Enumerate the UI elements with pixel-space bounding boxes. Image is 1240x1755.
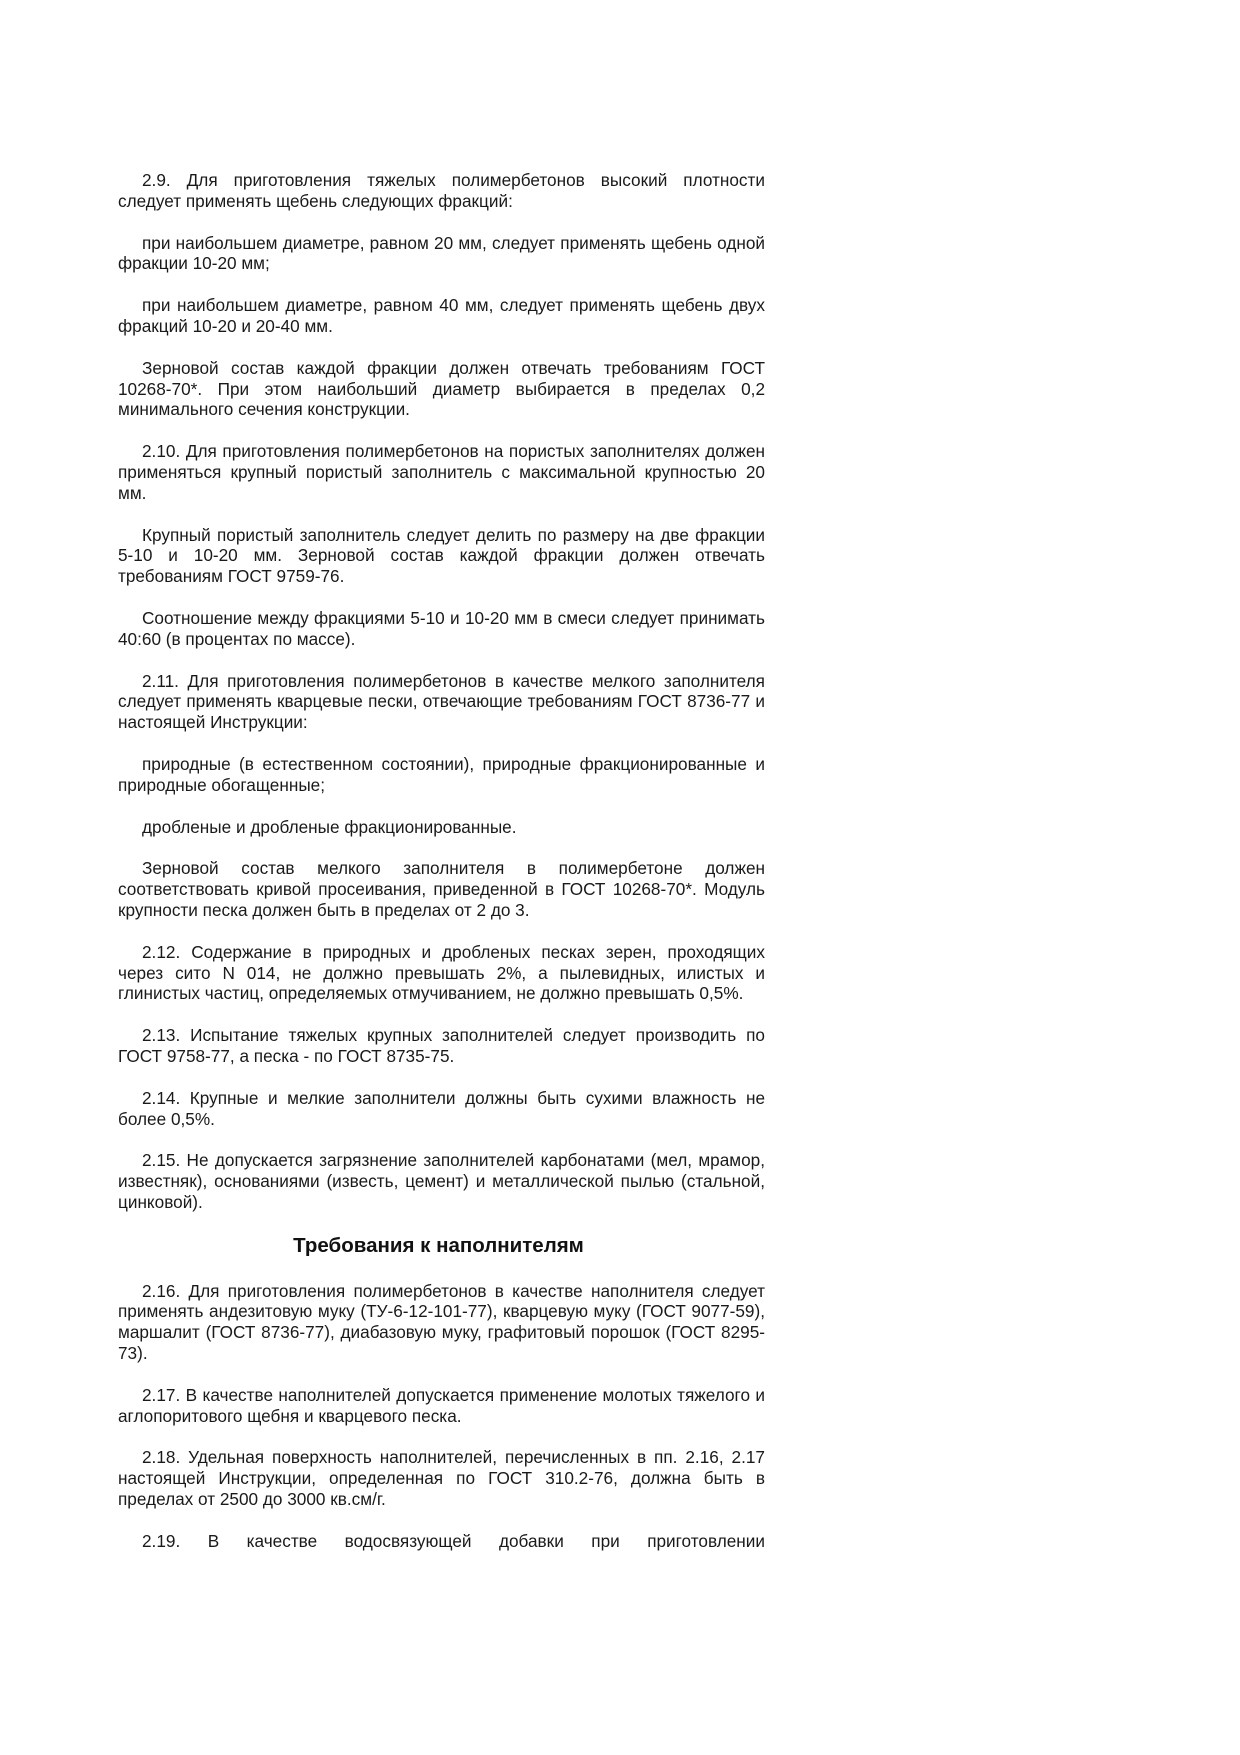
paragraph-2-13: 2.13. Испытание тяжелых крупных заполнителей следует производить по ГОСТ 9758-77, а песка - по ГОСТ 8735-75.: [118, 1025, 765, 1066]
paragraph-crushed-sands: дробленые и дробленые фракционированные.: [142, 816, 517, 837]
paragraph-2-16: 2.16. Для приготовления полимербетонов в качестве наполнителя следует применять андезитовую муку (ТУ-6-12-101-77), кварцевую муку (ГОСТ 9077-59), маршалит (ГОСТ 8736-77), диабазовую муку, графитовый порошок (ГОСТ 8295-73).: [118, 1280, 765, 1364]
paragraph-2-19: 2.19. В качестве водосвязующей добавки при приготовлении: [142, 1530, 765, 1551]
paragraph-fine-aggregate-composition: Зерновой состав мелкого заполнителя в полимербетоне должен соответствовать кривой просеивания, приведенной в ГОСТ 10268-70*. Модуль крупности песка должен быть в пределах от 2 до 3.: [118, 858, 765, 920]
paragraph-porous-filler: Крупный пористый заполнитель следует делить по размеру на две фракции 5-10 и 10-20 мм. Зерновой состав каждой фракции должен отвечать требованиям ГОСТ 9759-76.: [118, 524, 765, 587]
paragraph-2-12: 2.12. Содержание в природных и дробленых песках зерен, проходящих через сито N 014, не должно превышать 2%, а пылевидных, илистых и глинистых частиц, определяемых отмучиванием, не должно превышать 0,5%.: [118, 941, 765, 1004]
paragraph-2-9: 2.9. Для приготовления тяжелых полимербетонов высокий плотности следует применять щебень следующих фракций:: [118, 170, 765, 211]
paragraph-fraction-20mm: при наибольшем диаметре, равном 20 мм, следует применять щебень одной фракции 10-20 мм;: [118, 232, 765, 274]
paragraph-fraction-ratio: Соотношение между фракциями 5-10 и 10-20 мм в смеси следует принимать 40:60 (в процентах по массе).: [118, 607, 765, 649]
paragraph-grain-composition: Зерновой состав каждой фракции должен отвечать требованиям ГОСТ 10268-70*. При этом наибольший диаметр выбирается в пределах 0,2 минимального сечения конструкции.: [118, 357, 765, 420]
section-heading: Требования к наполнителям: [293, 1233, 584, 1257]
paragraph-2-10: 2.10. Для приготовления полимербетонов на пористых заполнителях должен применяться крупный пористый заполнитель с максимальной крупностью 20 мм.: [118, 441, 765, 503]
paragraph-2-14: 2.14. Крупные и мелкие заполнители должны быть сухими влажность не более 0,5%.: [118, 1087, 765, 1129]
paragraph-fraction-40mm: при наибольшем диаметре, равном 40 мм, следует применять щебень двух фракций 10-20 и 20-40 мм.: [118, 295, 765, 336]
paragraph-2-15: 2.15. Не допускается загрязнение заполнителей карбонатами (мел, мрамор, известняк), основаниями (известь, цемент) и металлической пылью (стальной, цинковой).: [118, 1150, 765, 1212]
paragraph-2-17: 2.17. В качестве наполнителей допускается применение молотых тяжелого и аглопоритового щебня и кварцевого песка.: [118, 1384, 765, 1426]
paragraph-2-18: 2.18. Удельная поверхность наполнителей, перечисленных в пп. 2.16, 2.17 настоящей Инструкции, определенная по ГОСТ 310.2-76, должна быть в пределах от 2500 до 3000 кв.см/г.: [118, 1447, 765, 1510]
document-page: [118, 170, 765, 1573]
paragraph-natural-sands: природные (в естественном состоянии), природные фракционированные и природные обогащенные;: [118, 753, 765, 795]
paragraph-2-11: 2.11. Для приготовления полимербетонов в качестве мелкого заполнителя следует применять кварцевые пески, отвечающие требованиям ГОСТ 8736-77 и настоящей Инструкции:: [118, 670, 765, 733]
